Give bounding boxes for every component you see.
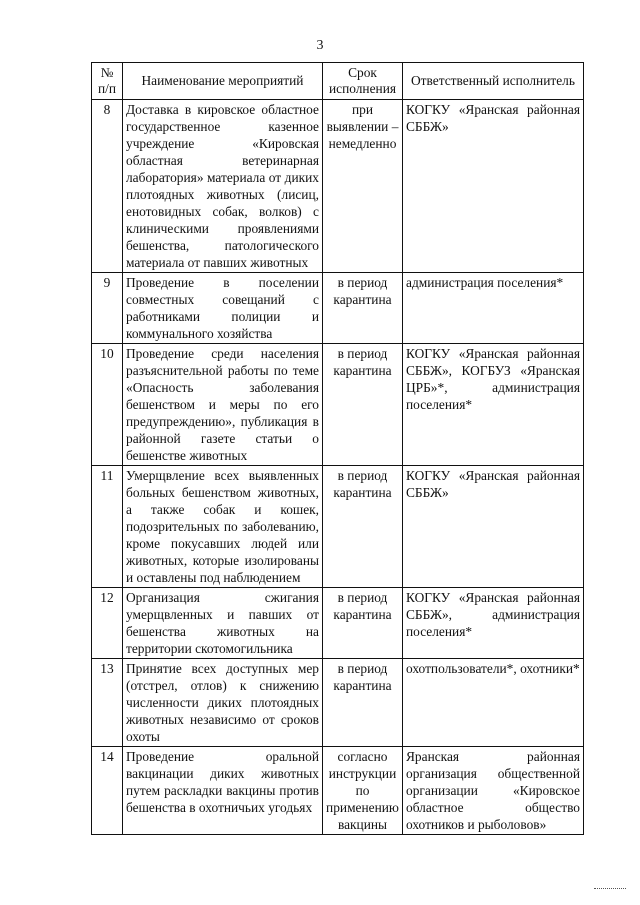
row-name: Проведение оральной вакцинации диких животных путем раскладки вакцины против бешенства в охотничьих угодьях — [123, 747, 323, 835]
row-term: в период карантина — [323, 273, 403, 344]
row-responsible: КОГКУ «Яранская районная СББЖ» — [403, 100, 584, 273]
page-number: 3 — [316, 38, 324, 53]
row-responsible: Яранская районная организация общественной организации «Кировское областное общество охотников и рыболовов» — [403, 747, 584, 835]
row-name: Доставка в кировское областное государственное казенное учреждение «Кировская областная ветеринарная лаборатория» материала от диких плотоядных животных (лисиц, енотовидных собак, волков) с клиническими проявлениями бешенства, патологического материала от павших животных — [123, 100, 323, 273]
row-name: Проведение в поселении совместных совещаний с работниками полиции и коммунального хозяйства — [123, 273, 323, 344]
row-term: в период карантина — [323, 659, 403, 747]
table-row — [92, 747, 584, 835]
header-responsible: Ответственный исполнитель — [403, 63, 584, 100]
header-num: № п/п — [92, 63, 123, 100]
row-name: Проведение среди населения разъяснительной работы по теме «Опасность заболевания бешенством и меры по его предупреждению», публикация в районной газете статьи о бешенстве животных — [123, 344, 323, 466]
table-row — [92, 344, 584, 466]
row-num: 13 — [92, 659, 123, 747]
table-row — [92, 466, 584, 588]
row-num: 12 — [92, 588, 123, 659]
row-num: 14 — [92, 747, 123, 835]
header-name: Наименование мероприятий — [123, 63, 323, 100]
row-num: 8 — [92, 100, 123, 273]
row-name: Умерщвление всех выявленных больных бешенством животных, а также собак и кошек, подозрительных по заболеванию, кроме покусавших людей или животных, которые изолированы и оставлены под наблюдением — [123, 466, 323, 588]
table-row — [92, 273, 584, 344]
row-responsible: администрация поселения* — [403, 273, 584, 344]
row-num: 11 — [92, 466, 123, 588]
row-num: 9 — [92, 273, 123, 344]
row-responsible: КОГКУ «Яранская районная СББЖ», администрация поселения* — [403, 588, 584, 659]
header-term: Срок исполнения — [323, 63, 403, 100]
row-name: Принятие всех доступных мер (отстрел, отлов) к снижению численности диких плотоядных животных независимо от сроков охоты — [123, 659, 323, 747]
row-responsible: КОГКУ «Яранская районная СББЖ», КОГБУЗ «Яранская ЦРБ»*, администрация поселения* — [403, 344, 584, 466]
row-term: в период карантина — [323, 466, 403, 588]
table-row — [92, 659, 584, 747]
table-header-row — [92, 63, 584, 100]
row-num: 10 — [92, 344, 123, 466]
row-responsible: КОГКУ «Яранская районная СББЖ» — [403, 466, 584, 588]
footer-dotted-line — [594, 888, 626, 889]
row-term: согласно инструкции по применению вакцины — [323, 747, 403, 835]
row-responsible: охотпользователи*, охотники* — [403, 659, 584, 747]
row-term: в период карантина — [323, 344, 403, 466]
row-term: при выявлении – немедленно — [323, 100, 403, 273]
table-row — [92, 100, 584, 273]
row-name: Организация сжигания умерщвленных и павших от бешенства животных на территории скотомогильника — [123, 588, 323, 659]
measures-table — [91, 62, 584, 835]
row-term: в период карантина — [323, 588, 403, 659]
table-row — [92, 588, 584, 659]
